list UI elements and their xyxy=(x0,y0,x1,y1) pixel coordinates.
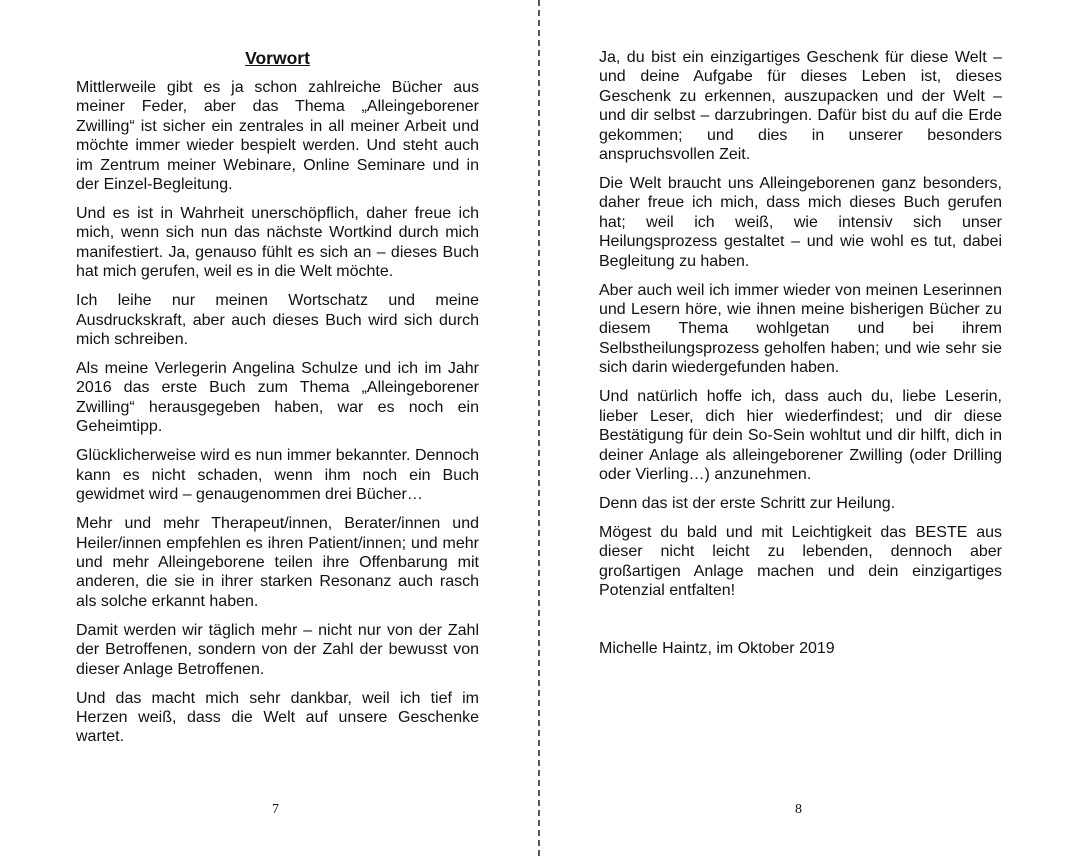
page-divider xyxy=(538,0,540,856)
paragraph: Ich leihe nur meinen Wortschatz und meine Ausdruckskraft, aber auch dieses Buch wird sich durch mich schreiben. xyxy=(76,292,479,349)
right-page xyxy=(541,0,1078,856)
paragraph: Und es ist in Wahrheit unerschöpflich, daher freue ich mich, wenn sich nun das nächste Wortkind durch mich manifestiert. Ja, genauso fühlt es sich an – dieses Buch hat mich gerufen, weil es in die Welt möchte. xyxy=(76,205,479,281)
page-heading: Vorwort xyxy=(245,48,310,68)
signature-line: Michelle Haintz, im Oktober 2019 xyxy=(599,639,835,657)
paragraph: Und natürlich hoffe ich, dass auch du, liebe Leserin, lieber Leser, dich hier wiederfindest; und dir diese Bestätigung für dein So-Sein wohltut und dir hilft, dich in deiner Anlage als alleingeborener Zwilling (oder Drilling oder Vierling…) anzunehmen. xyxy=(599,388,1002,483)
left-page xyxy=(0,0,538,856)
paragraph: Denn das ist der erste Schritt zur Heilung. xyxy=(599,494,896,512)
paragraph: Als meine Verlegerin Angelina Schulze und ich im Jahr 2016 das erste Buch zum Thema „Alleingeborener Zwilling“ herausgegeben haben, war es noch ein Geheimtipp. xyxy=(76,360,479,436)
left-page-body xyxy=(76,78,479,756)
paragraph: Die Welt braucht uns Alleingeborenen ganz besonders, daher freue ich mich, dass mich dieses Buch gerufen hat; weil ich weiß, wie intensiv sich unser Heilungsprozess gestaltet – und wie wohl es tut, dabei Begleitung zu haben. xyxy=(599,175,1002,270)
paragraph: Damit werden wir täglich mehr – nicht nur von der Zahl der Betroffenen, sondern von der Zahl der bewusst von dieser Anlage Betroffenen. xyxy=(76,621,479,678)
right-page-body xyxy=(599,48,1002,668)
paragraph: Mittlerweile gibt es ja schon zahlreiche Bücher aus meiner Feder, aber das Thema „Alleingeborener Zwilling“ ist sicher ein zentrales in all meiner Arbeit und möchte immer wieder bespielt werden. Und steht auch im Zentrum meiner Webinare, Online Seminare und in der Einzel-Begleitung. xyxy=(76,79,479,194)
page-number-right: 8 xyxy=(795,802,802,817)
paragraph: Glücklicherweise wird es nun immer bekannter. Dennoch kann es nicht schaden, wenn ihm noch ein Buch gewidmet wird – genaugenommen drei Bücher… xyxy=(76,447,479,504)
paragraph: Aber auch weil ich immer wieder von meinen Leserinnen und Lesern höre, wie ihnen meine bisherigen Bücher zu diesem Thema wohlgetan und bei ihrem Selbstheilungsprozess geholfen haben; und wie sehr sie sich darin wiedergefunden haben. xyxy=(599,281,1002,377)
paragraph: Und das macht mich sehr dankbar, weil ich tief im Herzen weiß, dass die Welt auf unsere Geschenke wartet. xyxy=(76,689,479,746)
paragraph: Mehr und mehr Therapeut/innen, Berater/innen und Heiler/innen empfehlen es ihren Patient/innen; und mehr und mehr Alleingeborene teilen ihre Offenbarung mit anderen, die sie in ihrer starken Resonanz auch rasch als solche erkannt haben. xyxy=(76,515,479,610)
paragraph: Ja, du bist ein einzigartiges Geschenk für diese Welt – und deine Aufgabe für dieses Leben ist, dieses Geschenk zu erkennen, auszupacken und der Welt – und dir selbst – darzubringen. Dafür bist du auf die Erde gekommen; und dies in unserer besonders anspruchsvollen Zeit. xyxy=(599,49,1002,164)
page-number-left: 7 xyxy=(272,802,279,817)
paragraph: Mögest du bald und mit Leichtigkeit das BESTE aus dieser nicht leicht zu lebenden, dennoch aber großartigen Anlage machen und dein einzigartiges Potenzial entfalten! xyxy=(599,523,1002,600)
